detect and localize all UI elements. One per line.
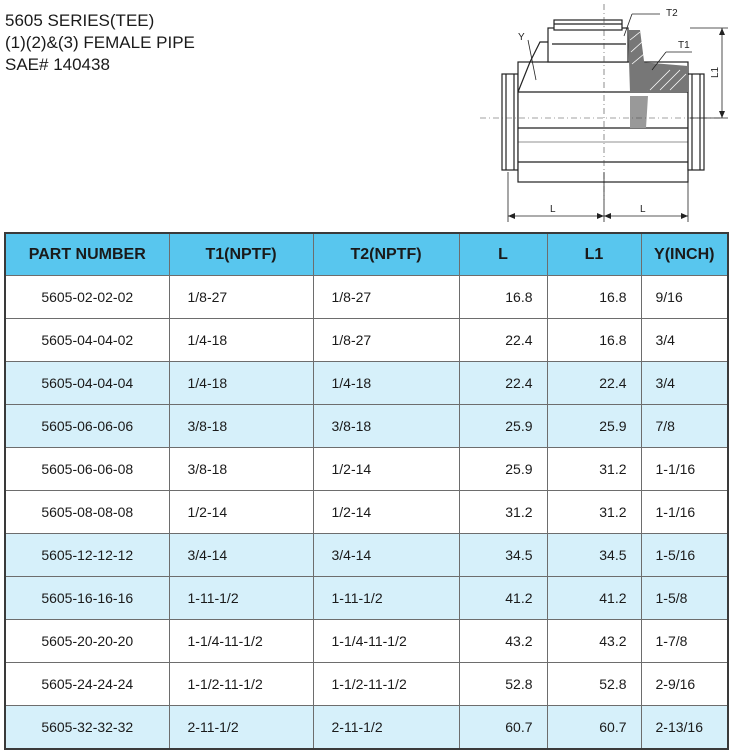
cell-t1: 1/8-27 bbox=[169, 276, 313, 319]
cell-y: 1-1/16 bbox=[641, 491, 728, 534]
cell-t1: 3/8-18 bbox=[169, 405, 313, 448]
cell-l: 16.8 bbox=[459, 276, 547, 319]
cell-y: 3/4 bbox=[641, 319, 728, 362]
cell-l1: 16.8 bbox=[547, 276, 641, 319]
table-header-row bbox=[5, 233, 728, 276]
cell-l1: 34.5 bbox=[547, 534, 641, 577]
cell-l1: 41.2 bbox=[547, 577, 641, 620]
cell-l: 22.4 bbox=[459, 319, 547, 362]
cell-l: 43.2 bbox=[459, 620, 547, 663]
cell-pn: 5605-20-20-20 bbox=[5, 620, 169, 663]
cell-y: 1-7/8 bbox=[641, 620, 728, 663]
header-l1: L1 bbox=[547, 233, 641, 276]
cell-t1: 1-11-1/2 bbox=[169, 577, 313, 620]
cell-t2: 3/8-18 bbox=[313, 405, 459, 448]
table-row bbox=[5, 706, 728, 750]
table-row bbox=[5, 620, 728, 663]
header-l: L bbox=[459, 233, 547, 276]
cell-t2: 1-1/4-11-1/2 bbox=[313, 620, 459, 663]
header-part-number: PART NUMBER bbox=[5, 233, 169, 276]
header-y: Y(INCH) bbox=[641, 233, 728, 276]
cell-l: 25.9 bbox=[459, 405, 547, 448]
label-y: Y bbox=[518, 32, 525, 43]
cell-t2: 1/4-18 bbox=[313, 362, 459, 405]
cell-t2: 1-11-1/2 bbox=[313, 577, 459, 620]
cell-l1: 52.8 bbox=[547, 663, 641, 706]
cell-y: 3/4 bbox=[641, 362, 728, 405]
label-l1: L1 bbox=[710, 66, 721, 78]
cell-l1: 25.9 bbox=[547, 405, 641, 448]
cell-t1: 3/4-14 bbox=[169, 534, 313, 577]
cell-pn: 5605-08-08-08 bbox=[5, 491, 169, 534]
cell-t1: 1-1/4-11-1/2 bbox=[169, 620, 313, 663]
header-t2: T2(NPTF) bbox=[313, 233, 459, 276]
cell-pn: 5605-04-04-02 bbox=[5, 319, 169, 362]
label-l-left: L bbox=[550, 204, 556, 215]
cell-t1: 1/4-18 bbox=[169, 362, 313, 405]
table-row bbox=[5, 663, 728, 706]
cell-y: 2-9/16 bbox=[641, 663, 728, 706]
cell-t1: 2-11-1/2 bbox=[169, 706, 313, 750]
table-row bbox=[5, 362, 728, 405]
cell-pn: 5605-02-02-02 bbox=[5, 276, 169, 319]
cell-t1: 1/2-14 bbox=[169, 491, 313, 534]
cell-l1: 22.4 bbox=[547, 362, 641, 405]
cell-pn: 5605-06-06-08 bbox=[5, 448, 169, 491]
cell-pn: 5605-06-06-06 bbox=[5, 405, 169, 448]
cell-l1: 31.2 bbox=[547, 448, 641, 491]
header-t1: T1(NPTF) bbox=[169, 233, 313, 276]
table-row bbox=[5, 534, 728, 577]
tee-fitting-drawing bbox=[480, 0, 730, 228]
cell-t2: 2-11-1/2 bbox=[313, 706, 459, 750]
cell-l1: 43.2 bbox=[547, 620, 641, 663]
cell-l: 52.8 bbox=[459, 663, 547, 706]
cell-y: 1-5/8 bbox=[641, 577, 728, 620]
table-row bbox=[5, 276, 728, 319]
cell-l1: 31.2 bbox=[547, 491, 641, 534]
cell-pn: 5605-32-32-32 bbox=[5, 706, 169, 750]
cell-l: 60.7 bbox=[459, 706, 547, 750]
cell-l: 25.9 bbox=[459, 448, 547, 491]
table-row bbox=[5, 491, 728, 534]
cell-pn: 5605-16-16-16 bbox=[5, 577, 169, 620]
series-title: 5605 SERIES(TEE) bbox=[5, 11, 155, 30]
label-t1: T1 bbox=[678, 40, 690, 51]
cell-t1: 1-1/2-11-1/2 bbox=[169, 663, 313, 706]
cell-l: 22.4 bbox=[459, 362, 547, 405]
table-row bbox=[5, 577, 728, 620]
cell-t2: 1/8-27 bbox=[313, 319, 459, 362]
cell-t1: 3/8-18 bbox=[169, 448, 313, 491]
cell-t2: 1/2-14 bbox=[313, 491, 459, 534]
cell-t2: 1/2-14 bbox=[313, 448, 459, 491]
cell-t2: 1-1/2-11-1/2 bbox=[313, 663, 459, 706]
parts-table bbox=[4, 232, 729, 750]
cell-l: 34.5 bbox=[459, 534, 547, 577]
cell-pn: 5605-04-04-04 bbox=[5, 362, 169, 405]
cell-l1: 60.7 bbox=[547, 706, 641, 750]
cell-pn: 5605-12-12-12 bbox=[5, 534, 169, 577]
cell-y: 9/16 bbox=[641, 276, 728, 319]
table-row bbox=[5, 319, 728, 362]
cell-y: 1-5/16 bbox=[641, 534, 728, 577]
cell-t2: 3/4-14 bbox=[313, 534, 459, 577]
cell-t2: 1/8-27 bbox=[313, 276, 459, 319]
table-row bbox=[5, 448, 728, 491]
cell-t1: 1/4-18 bbox=[169, 319, 313, 362]
cell-y: 7/8 bbox=[641, 405, 728, 448]
label-l-right: L bbox=[640, 204, 646, 215]
cell-l1: 16.8 bbox=[547, 319, 641, 362]
cell-l: 31.2 bbox=[459, 491, 547, 534]
cell-y: 1-1/16 bbox=[641, 448, 728, 491]
cell-pn: 5605-24-24-24 bbox=[5, 663, 169, 706]
table-row bbox=[5, 405, 728, 448]
cell-y: 2-13/16 bbox=[641, 706, 728, 750]
document-title bbox=[5, 10, 195, 76]
sae-number: SAE# 140438 bbox=[5, 55, 110, 74]
cell-l: 41.2 bbox=[459, 577, 547, 620]
label-t2: T2 bbox=[666, 8, 678, 19]
description: (1)(2)&(3) FEMALE PIPE bbox=[5, 33, 195, 52]
